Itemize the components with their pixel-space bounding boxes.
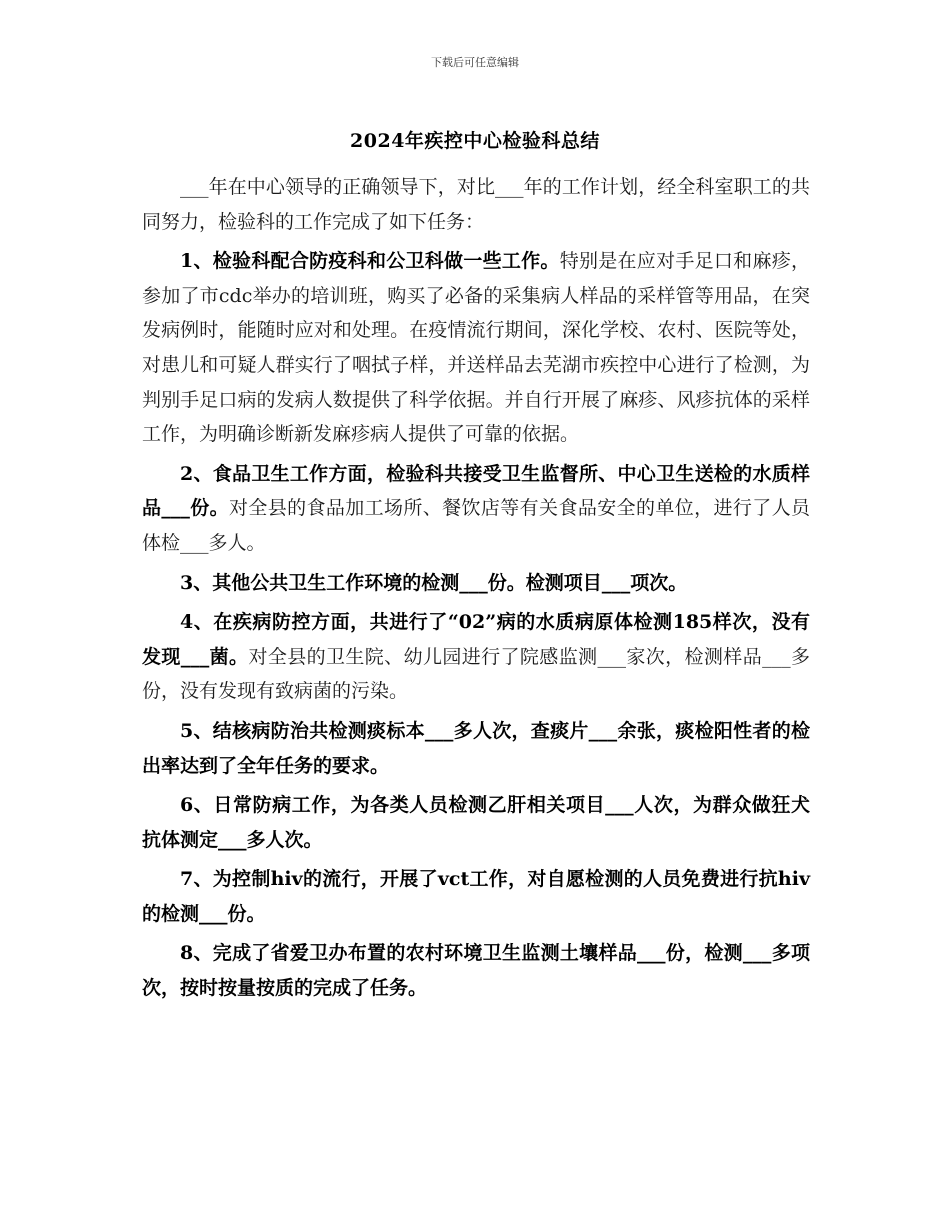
paragraph-text: ___年在中心领导的正确领导下，对比___年的工作计划，经全科室职工的共同努力，检验科的工作完成了如下任务： (142, 176, 810, 233)
paragraph-heading: 2、食品卫生工作方面，检验科共接受卫生监督所、中心卫生送检的水质样品___份。 (142, 462, 810, 520)
paragraph-item-3 (142, 566, 810, 601)
paragraph-heading: 8、完成了省爱卫办布置的农村环境卫生监测土壤样品___份，检测___多项次，按时按量按质的完成了任务。 (142, 942, 810, 1000)
document-body (142, 170, 810, 1011)
paragraph-item-4 (142, 605, 810, 709)
paragraph-heading: 1、检验科配合防疫科和公卫科做一些工作。 (180, 250, 560, 273)
paragraph-heading: 5、结核病防治共检测痰标本___多人次，查痰片___余张，痰检阳性者的检出率达到了全年任务的要求。 (142, 719, 810, 777)
paragraph-item-5 (142, 714, 810, 783)
paragraph-intro (142, 170, 810, 239)
paragraph-heading: 3、其他公共卫生工作环境的检测___份。检测项目___项次。 (180, 571, 688, 594)
paragraph-heading: 6、日常防病工作，为各类人员检测乙肝相关项目___人次，为群众做狂犬抗体测定___多人次。 (142, 794, 810, 851)
header-note: 下载后可任意编辑 (431, 56, 519, 69)
document-title: 2024年疾控中心检验科总结 (350, 130, 600, 152)
paragraph-text: 特别是在应对手足口和麻疹，参加了市cdc举办的培训班，购买了必备的采集病人样品的采样管等用品，在突发病例时，能随时应对和处理。在疫情流行期间，深化学校、农村、医院等处，对患儿和可疑人群实行了咽拭子样，并送样品去芜湖市疾控中心进行了检测，为判别手足口病的发病人数提供了科学依据。并自行开展了麻疹、风疹抗体的采样工作，为明确诊断新发麻疹病人提供了可靠的依据。 (142, 250, 810, 446)
paragraph-item-7 (142, 862, 810, 931)
paragraph-item-8 (142, 936, 810, 1005)
paragraph-item-6 (142, 788, 810, 857)
paragraph-item-1 (142, 244, 810, 452)
paragraph-text: 对全县的食品加工场所、餐饮店等有关食品安全的单位，进行了人员体检___多人。 (142, 497, 810, 554)
paragraph-item-2 (142, 457, 810, 561)
paragraph-heading: 7、为控制hiv的流行，开展了vct工作，对自愿检测的人员免费进行抗hiv的检测___份。 (142, 868, 810, 925)
paragraph-text: 对全县的卫生院、幼儿园进行了院感监测___家次，检测样品___多份，没有发现有致病菌的污染。 (142, 645, 810, 703)
paragraph-heading: 4、在疾病防控方面，共进行了“02”病的水质病原体检测185样次，没有发现___菌。 (142, 611, 810, 668)
